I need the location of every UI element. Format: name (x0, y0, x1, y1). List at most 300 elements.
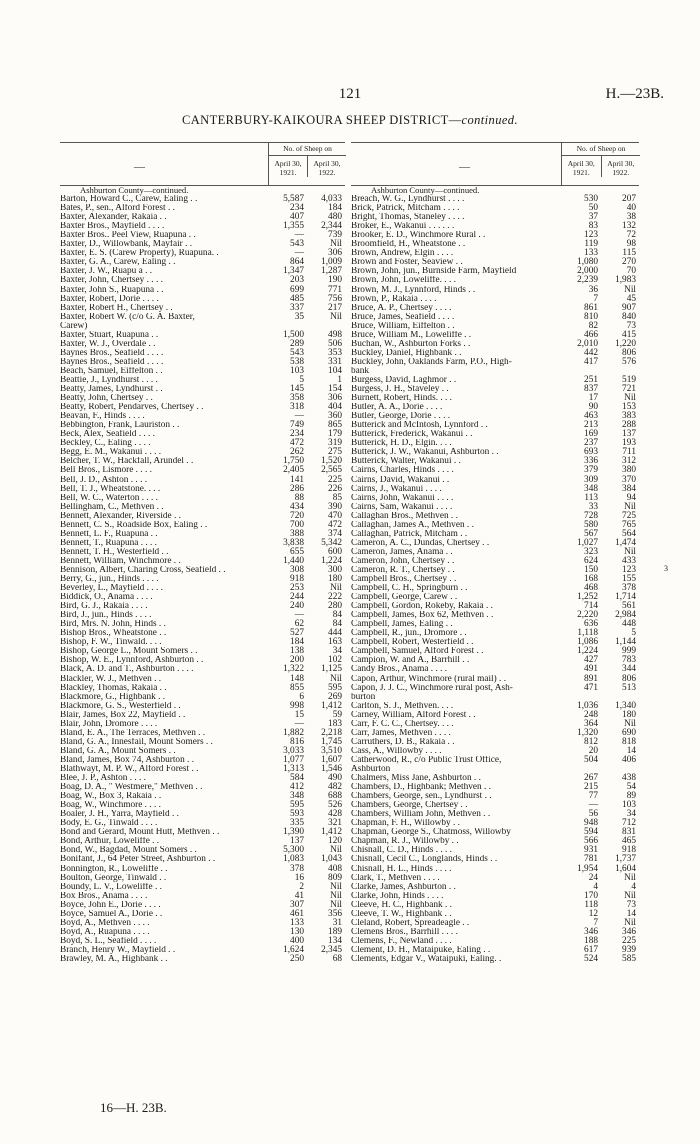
sheep-1922-value: 193 (622, 438, 636, 449)
sheep-1922-value: 226 (328, 483, 342, 494)
sheep-1922-value: 89 (626, 791, 636, 802)
owner-name: Breach, W. G., Lyndhurst . . . . (351, 195, 465, 205)
sheep-1921-value: 138 (290, 646, 304, 657)
sheep-1922-value: Nil (330, 890, 342, 901)
owner-name: Clemens Bros., Barrhill . . . . (351, 927, 458, 937)
owner-name: Cairns, J., Wakanui . . . . (351, 484, 442, 494)
owner-name: Bennett, T., Ruapuna . . . . (60, 538, 157, 548)
owner-name: Burgess, J. H., Staveley . . (351, 385, 449, 395)
owner-name: Bellingham, C., Methven . . (60, 502, 164, 512)
owner-name: Bland, G. A., Mount Somers . . (60, 746, 176, 756)
sheep-1922-value: 4 (631, 881, 636, 892)
sheep-1922-value: 470 (328, 510, 342, 521)
sheep-1921-value: 714 (584, 601, 598, 612)
sheep-1921-value: 7 (593, 293, 598, 304)
owner-name: Cairns, Sam, Wakanui . . . . (351, 502, 453, 512)
sheep-1922-value: 137 (622, 429, 636, 440)
sheep-1921-value: 286 (290, 483, 304, 494)
sheep-1921-value: 1,118 (577, 628, 598, 639)
sheep-1922-value: 85 (332, 492, 342, 503)
sheep-1922-value: 207 (622, 194, 636, 205)
owner-name: Body, E. G., Tinwald . . . . (60, 819, 158, 829)
owner-name: Bennett, C. S., Roadside Box, Ealing . . (60, 520, 208, 530)
sheep-1921-value: 636 (584, 619, 598, 630)
sheep-1922-value: Nil (330, 845, 342, 856)
owner-name: Blair, John, Dromore . . . . (60, 719, 158, 729)
owner-name: Bennett, L. F., Ruapuna . . (60, 529, 158, 539)
sheep-1921-value: 543 (290, 347, 304, 358)
owner-name: Campbell, Samuel, Alford Forest . . (351, 647, 484, 657)
sheep-1921-value: 720 (290, 510, 304, 521)
sheep-1921-value: 1,390 (283, 827, 304, 838)
sheep-1921-value: 145 (290, 384, 304, 395)
sheep-1921-value: — (588, 800, 598, 811)
sheep-1922-value: 380 (622, 465, 636, 476)
sheep-1921-value: 337 (290, 302, 304, 313)
owner-name: Clements, Edgar V., Wataipuki, Ealing. . (351, 954, 502, 964)
sheep-1921-value: 504 (584, 754, 598, 765)
sheep-1922-value: 1,009 (321, 257, 342, 268)
sheep-1921-value: 1,347 (283, 266, 304, 277)
sheep-1921-value: 234 (290, 429, 304, 440)
sheep-1922-value: 712 (622, 818, 636, 829)
sheep-1922-value: 408 (328, 863, 342, 874)
sheep-1922-value: 190 (328, 275, 342, 286)
owner-name: Bird, J., jun., Hinds . . . . (60, 611, 152, 621)
sheep-1921-value: 15 (294, 709, 304, 720)
sheep-1921-value: — (294, 610, 304, 621)
sheep-1922-value: 561 (622, 601, 636, 612)
owner-name: Chambers, William John, Methven . . (351, 810, 491, 820)
owner-name: Chambers, D., Highbank; Methven . . (351, 783, 491, 793)
sheep-1922-value: 3,510 (321, 745, 342, 756)
sheep-1921-value: 168 (584, 574, 598, 585)
right-rows (351, 186, 639, 964)
section-heading-label: Ashburton County—continued. (80, 186, 189, 195)
sheep-1921-value: 148 (290, 673, 304, 684)
sheep-1922-value: 104 (328, 365, 342, 376)
sheep-1922-value: 415 (622, 329, 636, 340)
sheep-1922-value: 4,033 (321, 194, 342, 205)
owner-name: Cleeve, T. W., Highbank . . (351, 909, 452, 919)
owner-name: Clarke, James, Ashburton . . (351, 882, 456, 892)
owner-name: Carlton, S. J., Methven. . . . (351, 701, 454, 711)
sheep-1922-value: 939 (622, 944, 636, 955)
sheep-1922-value: 319 (328, 438, 342, 449)
sheep-1921-value: 594 (584, 827, 598, 838)
sheep-1922-value: 280 (328, 601, 342, 612)
sheep-1922-value: 2,565 (321, 465, 342, 476)
sheep-1921-value: 379 (584, 465, 598, 476)
sheep-1922-value: 98 (626, 239, 636, 250)
owner-name: Butterick, J. W., Wakanui, Ashburton . . (351, 448, 499, 458)
sheep-column-header (268, 143, 346, 185)
sheep-1921-value: 3,033 (283, 745, 304, 756)
sheep-1921-value: 3,838 (283, 537, 304, 548)
sheep-1921-value: 12 (588, 908, 598, 919)
owner-name: Belcher, T. W., Hackfall, Arundel . . (60, 457, 194, 467)
sheep-1921-value: 24 (588, 872, 598, 883)
sheep-1921-value: 580 (584, 519, 598, 530)
sheep-1921-value: 485 (290, 293, 304, 304)
sheep-1922-value: 180 (622, 709, 636, 720)
owner-name: Baxter Bros., Mayfield . . . . (60, 222, 165, 232)
sheep-1921-value: 1,224 (577, 646, 598, 657)
owner-name: Chapman, R. J., Willowby . . (351, 837, 459, 847)
sheep-1921-value: 82 (588, 320, 598, 331)
owner-name: Burnett, Robert, Hinds. . . . (351, 394, 452, 404)
sheep-1921-value: 309 (584, 474, 598, 485)
owner-name: Chalmers, Miss Jane, Ashburton . . (351, 774, 481, 784)
sheep-1921-value: 2,220 (577, 610, 598, 621)
owner-name: Boulton, George, Tinwald . . (60, 873, 167, 883)
sheep-1922-value: 688 (328, 791, 342, 802)
sheep-1922-value: 5,342 (321, 537, 342, 548)
owner-name: Chambers, George, sen., Lyndhurst . . (351, 792, 492, 802)
owner-name: Bond, Arthur, Loweliffe . . (60, 837, 160, 847)
owner-name: Boyd, S. L., Seafield . . . . (60, 936, 157, 946)
owner-name: Boag, W., Box 3, Rakaia . . (60, 792, 162, 802)
owner-name: Beverley, L., Mayfield . . . . (60, 584, 163, 594)
sheep-1921-value: 2,239 (577, 275, 598, 286)
sheep-1921-value: 1,080 (577, 257, 598, 268)
sheep-1922-value: 444 (328, 628, 342, 639)
sheep-1921-value: 103 (290, 365, 304, 376)
sheep-1921-value: 7 (593, 917, 598, 928)
owner-name: Box Bros., Anama . . . . (60, 891, 148, 901)
sheep-1921-value: 567 (584, 528, 598, 539)
sheep-1922-value: 564 (622, 528, 636, 539)
sheep-1922-value: Nil (330, 899, 342, 910)
sheep-1921-value: 307 (290, 899, 304, 910)
sheep-1921-value: 400 (290, 935, 304, 946)
sheep-1922-value: 344 (622, 664, 636, 675)
sheep-1921-value: 693 (584, 447, 598, 458)
sheep-1922-value: 2,984 (615, 610, 636, 621)
owner-name: Boundy, L. V., Loweliffe . . (60, 882, 162, 892)
sheep-1922-value: 356 (328, 908, 342, 919)
sheep-1922-value: 2,345 (321, 944, 342, 955)
sheep-1921-value: 566 (584, 836, 598, 847)
sheep-1922-value: 576 (622, 356, 636, 367)
owner-name: Campbell, Robert, Westerfield . . (351, 638, 474, 648)
sheep-1921-value: 434 (290, 501, 304, 512)
sheep-1921-value: 137 (290, 836, 304, 847)
owner-name: bank (351, 366, 370, 376)
owner-name: Brown, P., Rakaia . . . . (351, 294, 437, 304)
owner-name: Baxter, John, Chertsey . . . . (60, 276, 163, 286)
sheep-1921-value: 749 (290, 420, 304, 431)
sheep-1922-value: 1,737 (615, 854, 636, 865)
owner-name: Carew) (60, 321, 88, 331)
sheep-1922-value: 306 (328, 393, 342, 404)
sheep-1921-value: 1,083 (283, 854, 304, 865)
owner-name: Campbell Bros., Chertsey . . (351, 575, 457, 585)
sheep-1922-value: 1,983 (615, 275, 636, 286)
sheep-1921-value: 463 (584, 411, 598, 422)
owner-name: Blathwayt, M. P. W., Alford Forest . . (60, 765, 199, 774)
sheep-1922-value: 806 (622, 673, 636, 684)
sheep-1921-value: 816 (290, 736, 304, 747)
owner-name: Beach, Samuel, Eiffelton . . (60, 366, 163, 376)
owner-name: Butterick and McIntosh, Lynnford . . (351, 421, 488, 431)
owner-name: Bebbington, Frank, Lauriston . . (60, 421, 180, 431)
sheep-1921-value: 472 (290, 438, 304, 449)
sheep-1922-value: 14 (626, 908, 636, 919)
name-column-header: — (134, 161, 145, 173)
sheep-1922-value: 506 (328, 338, 342, 349)
sheep-1922-value: 725 (622, 510, 636, 521)
sheep-1922-value: 179 (328, 429, 342, 440)
table-row (351, 756, 639, 765)
owner-name: Clemens, F., Newland . . . . (351, 936, 452, 946)
owner-name: Chambers, George, Chertsey . . (351, 801, 468, 811)
sheep-1921-value: 244 (290, 592, 304, 603)
document-code: H.—23B. (605, 86, 664, 102)
owner-name: Brown and Foster, Seaview . . (351, 258, 463, 268)
owner-name: Butler, A. A., Dorie . . . . (351, 403, 443, 413)
sheep-1922-value: 275 (328, 447, 342, 458)
sheep-1921-value: 491 (584, 664, 598, 675)
sheep-1921-value: 378 (290, 863, 304, 874)
sheep-1921-value: 407 (290, 212, 304, 223)
owner-name: Bonnington, R., Loweliffe . . (60, 864, 168, 874)
owner-name: Cameron, John, Chertsey . . (351, 556, 455, 566)
owner-name: Callaghan Bros., Methven . . (351, 511, 458, 521)
sheep-1922-value: 490 (328, 773, 342, 784)
sheep-1921-value: 2,010 (577, 338, 598, 349)
owner-name: Cameron, R. T., Chertsey . . (351, 565, 455, 575)
sheep-1921-value: 348 (290, 791, 304, 802)
sheep-1921-value: 213 (584, 420, 598, 431)
sheep-1922-value: Nil (624, 917, 636, 928)
owner-name: Capon, Arthur, Winchmore (rural mail) . . (351, 674, 507, 684)
owner-name: Campbell, Gordon, Rokeby, Rakaia . . (351, 602, 493, 612)
sheep-1921-value: 837 (584, 384, 598, 395)
sheep-1921-value: 250 (290, 953, 304, 964)
owner-name: Baxter, Alexander, Rakaia . . (60, 213, 167, 223)
owner-name: Bruce, James, Seafield . . . . (351, 312, 455, 322)
sheep-1922-value: 84 (332, 619, 342, 630)
sheep-1922-value: 5 (631, 628, 636, 639)
owner-name: Baxter, G. A., Carew, Ealing . . (60, 258, 176, 268)
footer-label: 16—H. 23B. (100, 1100, 167, 1115)
owner-name: Baynes Bros., Seafield . . . . (60, 348, 164, 358)
sheep-1922-value: 321 (328, 818, 342, 829)
owner-name: Boyce, John E., Dorie . . . . (60, 900, 161, 910)
sheep-1922-value: 1,287 (321, 266, 342, 277)
owner-name: Callaghan, Patrick, Mitcham . . (351, 529, 468, 539)
sheep-1922-value: 222 (328, 592, 342, 603)
owner-name: Cameron, A. C., Dundas, Chertsey . . (351, 538, 490, 548)
sheep-1922-value: 153 (622, 402, 636, 413)
sheep-1922-value: 269 (328, 691, 342, 702)
sheep-1922-value: 70 (626, 266, 636, 277)
sheep-1921-value: 1,750 (283, 456, 304, 467)
owner-name: Cairns, John, Wakanui . . . . (351, 493, 454, 503)
owner-name: Carney, William, Alford Forest . . (351, 710, 476, 720)
sheep-1921-value: 538 (290, 356, 304, 367)
owner-name: Cairns, David, Wakanui . . (351, 475, 450, 485)
owner-name: Beavan, F., Hinds . . . . (60, 412, 145, 422)
sheep-1922-value: 765 (622, 519, 636, 530)
sheep-1921-value: 1,355 (283, 221, 304, 232)
sheep-1921-value: 150 (584, 564, 598, 575)
sheep-1922-value: 115 (622, 248, 636, 259)
table-header (60, 143, 345, 186)
sheep-1922-value: 480 (328, 212, 342, 223)
sheep-1922-value: 1,220 (615, 338, 636, 349)
sheep-1922-value: 865 (328, 420, 342, 431)
sheep-1922-value: 134 (328, 935, 342, 946)
owner-name: Black, A. D. and T., Ashburton . . . . (60, 665, 194, 675)
owner-name: Buckley, John, Oaklands Farm, P.O., High- (351, 357, 512, 367)
sheep-1921-value: 1,624 (283, 944, 304, 955)
sheep-1921-value: 248 (584, 709, 598, 720)
sheep-1922-value: 482 (328, 782, 342, 793)
sheep-1922-value: 840 (622, 311, 636, 322)
owner-name: Broker, E., Wakanui . . . . . . (351, 222, 455, 232)
sheep-1922-value: 31 (332, 917, 342, 928)
sheep-1921-value: 358 (290, 393, 304, 404)
sheep-1921-value: 2 (299, 881, 304, 892)
sheep-1922-value: 999 (622, 646, 636, 657)
sheep-1922-value: Nil (624, 890, 636, 901)
sheep-1921-value: 584 (290, 773, 304, 784)
sheep-1922-value: 378 (622, 583, 636, 594)
sheep-1921-value: 864 (290, 257, 304, 268)
owner-name: Boyd, A., Methven . . . . (60, 918, 150, 928)
owner-name: Boaler, J. H., Yarra, Mayfield . . (60, 810, 179, 820)
sheep-1921-value: 113 (584, 492, 598, 503)
sheep-1922-value: 34 (332, 646, 342, 657)
sheep-1921-value: 812 (584, 736, 598, 747)
sheep-1921-value: 253 (290, 583, 304, 594)
sheep-1922-value: Nil (330, 881, 342, 892)
sheep-1922-value: 374 (328, 528, 342, 539)
sheep-1922-value: 1,224 (321, 555, 342, 566)
owner-name: Brick, Patrick, Mitcham . . . . (351, 204, 460, 214)
column-1921-header: April 30, 1921. (274, 159, 302, 177)
owner-name: Catherwood, R., c/o Public Trust Office, (351, 755, 502, 765)
owner-name: Begg, E. M., Wakanui . . . . (60, 448, 162, 458)
sheep-1921-value: 50 (588, 203, 598, 214)
owner-name: Baxter, Robert, Dorie . . . . (60, 294, 159, 304)
owner-name: Bland, James, Box 74, Ashburton . . (60, 755, 195, 765)
owner-name: Baxter, Robert W. (c/o G. A. Baxter, (60, 312, 195, 322)
owner-name: Carr, F. C. C., Chertsey. . . . (351, 719, 454, 729)
owner-name: Carr, James, Methven . . . . (351, 728, 451, 738)
sheep-1922-value: 831 (622, 827, 636, 838)
sheep-1921-value: 335 (290, 818, 304, 829)
sheep-1922-value: 154 (328, 384, 342, 395)
owner-name: Campion, W. and A., Barrhill . . (351, 656, 470, 666)
sheep-1921-value: 184 (290, 637, 304, 648)
owner-name: Cass, A., Willowby . . . . (351, 746, 442, 756)
sheep-1922-value: 84 (332, 610, 342, 621)
sheep-1922-value: 1,546 (321, 764, 342, 774)
sheep-1922-value: 217 (328, 302, 342, 313)
owner-name: Brown, John, Loweliffe. . . . (351, 276, 456, 286)
owner-name: Butterick, H. D., Elgin. . . . (351, 439, 452, 449)
sheep-1921-value: 442 (584, 347, 598, 358)
sheep-1921-value: 781 (584, 854, 598, 865)
sheep-1922-value: 404 (328, 402, 342, 413)
sheep-1921-value: 1,322 (283, 664, 304, 675)
sheep-1922-value: 14 (626, 745, 636, 756)
sheep-1921-value: 2,000 (577, 266, 598, 277)
owner-name: Buckley, Daniel, Highbank . . (351, 348, 462, 358)
sheep-1921-value: 1,036 (577, 700, 598, 711)
sheep-1921-value: 948 (584, 818, 598, 829)
page-number: 121 (338, 86, 362, 102)
sheep-1922-value: 312 (622, 456, 636, 467)
sheep-1921-value: 1,086 (577, 637, 598, 648)
sheep-1922-value: 38 (626, 212, 636, 223)
sheep-1921-value: 918 (290, 574, 304, 585)
owner-name: Beckley, C., Ealing . . . . (60, 439, 151, 449)
sheep-1921-value: 33 (588, 501, 598, 512)
owner-name: Boyd, A., Ruapuna . . . . (60, 927, 150, 937)
sheep-1922-value: 585 (622, 953, 636, 964)
sheep-column-header (561, 143, 640, 185)
owner-name: Beatty, John, Chertsey . . (60, 394, 153, 404)
sheep-1921-value: 83 (588, 221, 598, 232)
sheep-1922-value: 783 (622, 655, 636, 666)
sheep-1921-value: 388 (290, 528, 304, 539)
sheep-1922-value: 1,745 (321, 736, 342, 747)
section-heading-label: Ashburton County—continued. (371, 186, 480, 195)
sheep-1922-value: 406 (622, 754, 636, 765)
sheep-1921-value: 931 (584, 845, 598, 856)
owner-name: Blackley, Thomas, Rakaia . . (60, 683, 167, 693)
sheep-1921-value: — (294, 718, 304, 729)
owner-name: Campbell, George, Carew . . (351, 593, 458, 603)
sheep-1921-value: 461 (290, 908, 304, 919)
sheep-1922-value: 448 (622, 619, 636, 630)
table-row (60, 955, 345, 964)
sheep-1921-value: 471 (584, 682, 598, 693)
owner-name: Bond and Gerard, Mount Hutt, Methven . . (60, 828, 220, 838)
sheep-1921-value: 62 (294, 619, 304, 630)
sheep-1922-value: Nil (624, 393, 636, 404)
margin-mark: 3 (664, 564, 668, 573)
owner-name: Brawley, M. A., Highbank . . (60, 954, 168, 964)
sheep-1921-value: 262 (290, 447, 304, 458)
owner-name: Baxter, John S., Ruapuna . . (60, 285, 164, 295)
sheep-1921-value: 5,587 (283, 194, 304, 205)
sheep-1921-value: 308 (290, 564, 304, 575)
sheep-1922-value: 756 (328, 293, 342, 304)
sheep-1922-value: 120 (328, 836, 342, 847)
sheep-1921-value: 728 (584, 510, 598, 521)
owner-name: Bennison, Albert, Charing Cross, Seafield . . (60, 565, 226, 575)
sheep-1922-value: 690 (622, 727, 636, 738)
owner-name: Brown, M. J., Lynnford, Hinds . . (351, 285, 476, 295)
sheep-1922-value: 225 (328, 474, 342, 485)
owner-name: Chisnall, H. L., Hinds . . . . (351, 864, 452, 874)
owner-name: Boag, W., Winchmore . . . . (60, 801, 161, 811)
right-table (351, 142, 639, 964)
sheep-1922-value: 1 (337, 374, 342, 385)
sheep-1921-value: 119 (584, 239, 598, 250)
sheep-1922-value: 189 (328, 926, 342, 937)
owner-name: Bishop Bros., Wheatstone . . (60, 629, 167, 639)
sheep-1922-value: 180 (328, 574, 342, 585)
sheep-1922-value: 428 (328, 809, 342, 820)
sheep-1921-value: 593 (290, 809, 304, 820)
sheep-1921-value: 36 (588, 284, 598, 295)
